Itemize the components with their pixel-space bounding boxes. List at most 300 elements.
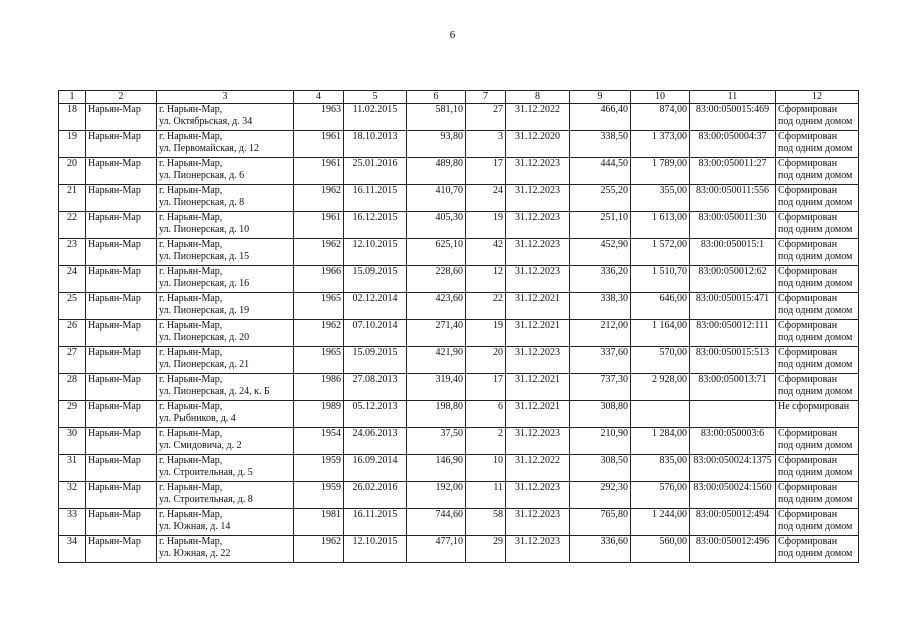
land-area-cell: 355,00 (631, 185, 690, 212)
residents-cell: 27 (466, 104, 506, 131)
address-city: г. Нарьян-Мар, (159, 401, 223, 412)
address-street: ул. Строительная, д. 5 (159, 467, 253, 478)
column-header: 12 (776, 91, 859, 104)
settlement-cell: Нарьян-Мар (86, 239, 157, 266)
status-line-2: под одним домом (778, 494, 853, 505)
land-status-cell (776, 374, 859, 401)
row-number-cell: 27 (59, 347, 86, 374)
address-city: г. Нарьян-Мар, (159, 239, 223, 250)
cadastral-number-cell: 83:00:050024:1375 (690, 455, 776, 482)
address-street: ул. Смидовича, д. 2 (159, 440, 242, 451)
row-number-cell: 20 (59, 158, 86, 185)
status-line-1: Сформирован (778, 266, 838, 277)
recognition-date-cell: 15.09.2015 (344, 347, 407, 374)
cadastral-number-cell: 83:00:050015:513 (690, 347, 776, 374)
residents-cell: 58 (466, 509, 506, 536)
total-area-cell: 338,50 (570, 131, 631, 158)
address-city: г. Нарьян-Мар, (159, 374, 223, 385)
status-line-2: под одним домом (778, 224, 853, 235)
build-year-cell: 1954 (294, 428, 344, 455)
land-status-cell (776, 293, 859, 320)
table-row (59, 482, 859, 509)
column-header: 11 (690, 91, 776, 104)
address-street: ул. Пионерская, д. 24, к. Б (159, 386, 270, 397)
status-line-1: Сформирован (778, 320, 838, 331)
settlement-cell: Нарьян-Мар (86, 455, 157, 482)
deadline-cell: 31.12.2022 (506, 104, 570, 131)
land-area-cell: 576,00 (631, 482, 690, 509)
address-cell (157, 347, 294, 374)
status-line-1: Не сформирован (778, 401, 850, 412)
address-cell (157, 185, 294, 212)
total-area-cell: 337,60 (570, 347, 631, 374)
land-status-cell (776, 320, 859, 347)
settlement-cell: Нарьян-Мар (86, 536, 157, 563)
table-row (59, 104, 859, 131)
status-line-1: Сформирован (778, 239, 838, 250)
settlement-cell: Нарьян-Мар (86, 320, 157, 347)
housing-registry-table (58, 90, 859, 563)
area-cell: 477,10 (407, 536, 466, 563)
address-cell (157, 536, 294, 563)
table-row (59, 158, 859, 185)
row-number-cell: 34 (59, 536, 86, 563)
recognition-date-cell: 16.12.2015 (344, 212, 407, 239)
address-cell (157, 293, 294, 320)
status-line-1: Сформирован (778, 293, 838, 304)
table-row (59, 509, 859, 536)
residents-cell: 3 (466, 131, 506, 158)
settlement-cell: Нарьян-Мар (86, 374, 157, 401)
table-row (59, 536, 859, 563)
residents-cell: 29 (466, 536, 506, 563)
table-row (59, 455, 859, 482)
land-area-cell: 2 928,00 (631, 374, 690, 401)
total-area-cell: 444,50 (570, 158, 631, 185)
address-street: ул. Южная, д. 22 (159, 548, 231, 559)
recognition-date-cell: 27.08.2013 (344, 374, 407, 401)
area-cell: 319,40 (407, 374, 466, 401)
deadline-cell: 31.12.2022 (506, 455, 570, 482)
total-area-cell: 765,80 (570, 509, 631, 536)
build-year-cell: 1962 (294, 185, 344, 212)
table-row (59, 401, 859, 428)
column-header: 9 (570, 91, 631, 104)
status-line-2: под одним домом (778, 332, 853, 343)
status-line-1: Сформирован (778, 158, 838, 169)
address-cell (157, 401, 294, 428)
total-area-cell: 212,00 (570, 320, 631, 347)
address-street: ул. Строительная, д. 8 (159, 494, 253, 505)
residents-cell: 19 (466, 212, 506, 239)
land-area-cell: 570,00 (631, 347, 690, 374)
area-cell: 489,80 (407, 158, 466, 185)
settlement-cell: Нарьян-Мар (86, 104, 157, 131)
address-cell (157, 455, 294, 482)
recognition-date-cell: 18.10.2013 (344, 131, 407, 158)
cadastral-number-cell: 83:00:050015:1 (690, 239, 776, 266)
area-cell: 146,90 (407, 455, 466, 482)
address-cell (157, 428, 294, 455)
total-area-cell: 255,20 (570, 185, 631, 212)
land-status-cell (776, 455, 859, 482)
land-area-cell: 560,00 (631, 536, 690, 563)
build-year-cell: 1959 (294, 482, 344, 509)
build-year-cell: 1986 (294, 374, 344, 401)
address-city: г. Нарьян-Мар, (159, 266, 223, 277)
table-row (59, 266, 859, 293)
address-street: ул. Октябрьская, д. 34 (159, 116, 253, 127)
status-line-1: Сформирован (778, 131, 838, 142)
area-cell: 423,60 (407, 293, 466, 320)
recognition-date-cell: 11.02.2015 (344, 104, 407, 131)
status-line-1: Сформирован (778, 455, 838, 466)
table-header-row (59, 91, 859, 104)
residents-cell: 10 (466, 455, 506, 482)
recognition-date-cell: 12.10.2015 (344, 536, 407, 563)
build-year-cell: 1963 (294, 104, 344, 131)
address-city: г. Нарьян-Мар, (159, 158, 223, 169)
address-street: ул. Южная, д. 14 (159, 521, 231, 532)
cadastral-number-cell: 83:00:050011:556 (690, 185, 776, 212)
deadline-cell: 31.12.2023 (506, 509, 570, 536)
row-number-cell: 24 (59, 266, 86, 293)
deadline-cell: 31.12.2020 (506, 131, 570, 158)
column-header: 3 (157, 91, 294, 104)
cadastral-number-cell: 83:00:050013:71 (690, 374, 776, 401)
settlement-cell: Нарьян-Мар (86, 185, 157, 212)
row-number-cell: 32 (59, 482, 86, 509)
land-status-cell (776, 158, 859, 185)
status-line-2: под одним домом (778, 305, 853, 316)
total-area-cell: 308,50 (570, 455, 631, 482)
address-street: ул. Рыбников, д. 4 (159, 413, 236, 424)
recognition-date-cell: 15.09.2015 (344, 266, 407, 293)
land-status-cell (776, 212, 859, 239)
build-year-cell: 1989 (294, 401, 344, 428)
page-number: 6 (449, 29, 456, 41)
cadastral-number-cell (690, 401, 776, 428)
land-status-cell (776, 131, 859, 158)
residents-cell: 20 (466, 347, 506, 374)
area-cell: 410,70 (407, 185, 466, 212)
status-line-1: Сформирован (778, 104, 838, 115)
land-area-cell: 874,00 (631, 104, 690, 131)
land-status-cell (776, 428, 859, 455)
address-city: г. Нарьян-Мар, (159, 185, 223, 196)
address-city: г. Нарьян-Мар, (159, 347, 223, 358)
area-cell: 271,40 (407, 320, 466, 347)
address-cell (157, 266, 294, 293)
address-city: г. Нарьян-Мар, (159, 536, 223, 547)
column-header: 7 (466, 91, 506, 104)
settlement-cell: Нарьян-Мар (86, 347, 157, 374)
recognition-date-cell: 16.09.2014 (344, 455, 407, 482)
deadline-cell: 31.12.2021 (506, 320, 570, 347)
total-area-cell: 292,30 (570, 482, 631, 509)
address-cell (157, 320, 294, 347)
land-area-cell: 1 510,70 (631, 266, 690, 293)
status-line-2: под одним домом (778, 467, 853, 478)
deadline-cell: 31.12.2023 (506, 347, 570, 374)
status-line-2: под одним домом (778, 251, 853, 262)
status-line-2: под одним домом (778, 440, 853, 451)
total-area-cell: 466,40 (570, 104, 631, 131)
build-year-cell: 1962 (294, 536, 344, 563)
build-year-cell: 1966 (294, 266, 344, 293)
table-row (59, 428, 859, 455)
status-line-2: под одним домом (778, 170, 853, 181)
row-number-cell: 22 (59, 212, 86, 239)
cadastral-number-cell: 83:00:050004:37 (690, 131, 776, 158)
address-street: ул. Пионерская, д. 21 (159, 359, 250, 370)
row-number-cell: 25 (59, 293, 86, 320)
column-header: 4 (294, 91, 344, 104)
column-header: 1 (59, 91, 86, 104)
row-number-cell: 30 (59, 428, 86, 455)
build-year-cell: 1965 (294, 293, 344, 320)
cadastral-number-cell: 83:00:050015:471 (690, 293, 776, 320)
address-cell (157, 104, 294, 131)
address-city: г. Нарьян-Мар, (159, 509, 223, 520)
build-year-cell: 1959 (294, 455, 344, 482)
cadastral-number-cell: 83:00:050011:27 (690, 158, 776, 185)
recognition-date-cell: 26.02.2016 (344, 482, 407, 509)
status-line-2: под одним домом (778, 521, 853, 532)
settlement-cell: Нарьян-Мар (86, 212, 157, 239)
address-city: г. Нарьян-Мар, (159, 455, 223, 466)
recognition-date-cell: 25.01.2016 (344, 158, 407, 185)
settlement-cell: Нарьян-Мар (86, 401, 157, 428)
address-street: ул. Пионерская, д. 20 (159, 332, 250, 343)
deadline-cell: 31.12.2021 (506, 374, 570, 401)
status-line-1: Сформирован (778, 374, 838, 385)
total-area-cell: 251,10 (570, 212, 631, 239)
deadline-cell: 31.12.2023 (506, 266, 570, 293)
status-line-1: Сформирован (778, 347, 838, 358)
land-area-cell (631, 401, 690, 428)
land-status-cell (776, 266, 859, 293)
area-cell: 228,60 (407, 266, 466, 293)
status-line-2: под одним домом (778, 548, 853, 559)
area-cell: 93,80 (407, 131, 466, 158)
address-street: ул. Пионерская, д. 10 (159, 224, 250, 235)
deadline-cell: 31.12.2023 (506, 428, 570, 455)
build-year-cell: 1961 (294, 158, 344, 185)
land-area-cell: 1 789,00 (631, 158, 690, 185)
land-status-cell (776, 401, 859, 428)
recognition-date-cell: 16.11.2015 (344, 185, 407, 212)
land-area-cell: 646,00 (631, 293, 690, 320)
row-number-cell: 21 (59, 185, 86, 212)
status-line-1: Сформирован (778, 509, 838, 520)
table-row (59, 185, 859, 212)
table-row (59, 320, 859, 347)
total-area-cell: 336,20 (570, 266, 631, 293)
build-year-cell: 1961 (294, 212, 344, 239)
settlement-cell: Нарьян-Мар (86, 266, 157, 293)
table-body (59, 104, 859, 563)
address-cell (157, 374, 294, 401)
recognition-date-cell: 24.06.2013 (344, 428, 407, 455)
status-line-1: Сформирован (778, 212, 838, 223)
settlement-cell: Нарьян-Мар (86, 482, 157, 509)
area-cell: 421,90 (407, 347, 466, 374)
address-street: ул. Пионерская, д. 8 (159, 197, 245, 208)
land-status-cell (776, 347, 859, 374)
build-year-cell: 1981 (294, 509, 344, 536)
recognition-date-cell: 12.10.2015 (344, 239, 407, 266)
land-area-cell: 1 373,00 (631, 131, 690, 158)
recognition-date-cell: 05.12.2013 (344, 401, 407, 428)
status-line-2: под одним домом (778, 359, 853, 370)
area-cell: 405,30 (407, 212, 466, 239)
table-row (59, 239, 859, 266)
land-area-cell: 1 164,00 (631, 320, 690, 347)
address-cell (157, 482, 294, 509)
deadline-cell: 31.12.2023 (506, 212, 570, 239)
cadastral-number-cell: 83:00:050003:6 (690, 428, 776, 455)
address-city: г. Нарьян-Мар, (159, 482, 223, 493)
residents-cell: 24 (466, 185, 506, 212)
address-cell (157, 239, 294, 266)
deadline-cell: 31.12.2023 (506, 185, 570, 212)
area-cell: 192,00 (407, 482, 466, 509)
residents-cell: 6 (466, 401, 506, 428)
status-line-1: Сформирован (778, 428, 838, 439)
total-area-cell: 338,30 (570, 293, 631, 320)
deadline-cell: 31.12.2023 (506, 239, 570, 266)
area-cell: 37,50 (407, 428, 466, 455)
cadastral-number-cell: 83:00:050011:30 (690, 212, 776, 239)
address-city: г. Нарьян-Мар, (159, 212, 223, 223)
residents-cell: 12 (466, 266, 506, 293)
residents-cell: 17 (466, 158, 506, 185)
address-city: г. Нарьян-Мар, (159, 293, 223, 304)
address-cell (157, 509, 294, 536)
land-area-cell: 1 244,00 (631, 509, 690, 536)
status-line-2: под одним домом (778, 197, 853, 208)
total-area-cell: 452,90 (570, 239, 631, 266)
settlement-cell: Нарьян-Мар (86, 428, 157, 455)
address-street: ул. Пионерская, д. 16 (159, 278, 250, 289)
area-cell: 744,60 (407, 509, 466, 536)
address-street: ул. Пионерская, д. 19 (159, 305, 250, 316)
settlement-cell: Нарьян-Мар (86, 293, 157, 320)
land-area-cell: 1 572,00 (631, 239, 690, 266)
area-cell: 581,10 (407, 104, 466, 131)
column-header: 10 (631, 91, 690, 104)
build-year-cell: 1961 (294, 131, 344, 158)
residents-cell: 2 (466, 428, 506, 455)
total-area-cell: 308,80 (570, 401, 631, 428)
status-line-1: Сформирован (778, 185, 838, 196)
build-year-cell: 1962 (294, 320, 344, 347)
address-city: г. Нарьян-Мар, (159, 104, 223, 115)
row-number-cell: 26 (59, 320, 86, 347)
land-status-cell (776, 104, 859, 131)
address-cell (157, 212, 294, 239)
residents-cell: 19 (466, 320, 506, 347)
row-number-cell: 33 (59, 509, 86, 536)
cadastral-number-cell: 83:00:050012:111 (690, 320, 776, 347)
address-street: ул. Пионерская, д. 15 (159, 251, 250, 262)
land-status-cell (776, 482, 859, 509)
land-status-cell (776, 536, 859, 563)
address-cell (157, 131, 294, 158)
row-number-cell: 28 (59, 374, 86, 401)
cadastral-number-cell: 83:00:050012:496 (690, 536, 776, 563)
status-line-2: под одним домом (778, 278, 853, 289)
area-cell: 198,80 (407, 401, 466, 428)
settlement-cell: Нарьян-Мар (86, 158, 157, 185)
total-area-cell: 336,60 (570, 536, 631, 563)
row-number-cell: 18 (59, 104, 86, 131)
total-area-cell: 210,90 (570, 428, 631, 455)
status-line-1: Сформирован (778, 482, 838, 493)
status-line-1: Сформирован (778, 536, 838, 547)
settlement-cell: Нарьян-Мар (86, 131, 157, 158)
build-year-cell: 1962 (294, 239, 344, 266)
row-number-cell: 29 (59, 401, 86, 428)
address-city: г. Нарьян-Мар, (159, 428, 223, 439)
residents-cell: 11 (466, 482, 506, 509)
deadline-cell: 31.12.2021 (506, 293, 570, 320)
recognition-date-cell: 07.10.2014 (344, 320, 407, 347)
table-row (59, 347, 859, 374)
residents-cell: 22 (466, 293, 506, 320)
column-header: 2 (86, 91, 157, 104)
cadastral-number-cell: 83:00:050024:1560 (690, 482, 776, 509)
deadline-cell: 31.12.2021 (506, 401, 570, 428)
address-city: г. Нарьян-Мар, (159, 320, 223, 331)
table-row (59, 293, 859, 320)
address-street: ул. Пионерская, д. 6 (159, 170, 245, 181)
land-area-cell: 1 613,00 (631, 212, 690, 239)
residents-cell: 17 (466, 374, 506, 401)
land-area-cell: 1 284,00 (631, 428, 690, 455)
deadline-cell: 31.12.2023 (506, 536, 570, 563)
deadline-cell: 31.12.2023 (506, 482, 570, 509)
build-year-cell: 1965 (294, 347, 344, 374)
land-status-cell (776, 185, 859, 212)
column-header: 5 (344, 91, 407, 104)
cadastral-number-cell: 83:00:050012:494 (690, 509, 776, 536)
row-number-cell: 19 (59, 131, 86, 158)
row-number-cell: 23 (59, 239, 86, 266)
column-header: 6 (407, 91, 466, 104)
status-line-2: под одним домом (778, 143, 853, 154)
deadline-cell: 31.12.2023 (506, 158, 570, 185)
address-cell (157, 158, 294, 185)
status-line-2: под одним домом (778, 386, 853, 397)
total-area-cell: 737,30 (570, 374, 631, 401)
residents-cell: 42 (466, 239, 506, 266)
table-row (59, 131, 859, 158)
land-status-cell (776, 239, 859, 266)
table-row (59, 374, 859, 401)
cadastral-number-cell: 83:00:050012:62 (690, 266, 776, 293)
address-street: ул. Первомайская, д. 12 (159, 143, 259, 154)
cadastral-number-cell: 83:00:050015:469 (690, 104, 776, 131)
land-area-cell: 835,00 (631, 455, 690, 482)
row-number-cell: 31 (59, 455, 86, 482)
status-line-2: под одним домом (778, 116, 853, 127)
address-city: г. Нарьян-Мар, (159, 131, 223, 142)
land-status-cell (776, 509, 859, 536)
settlement-cell: Нарьян-Мар (86, 509, 157, 536)
column-header: 8 (506, 91, 570, 104)
